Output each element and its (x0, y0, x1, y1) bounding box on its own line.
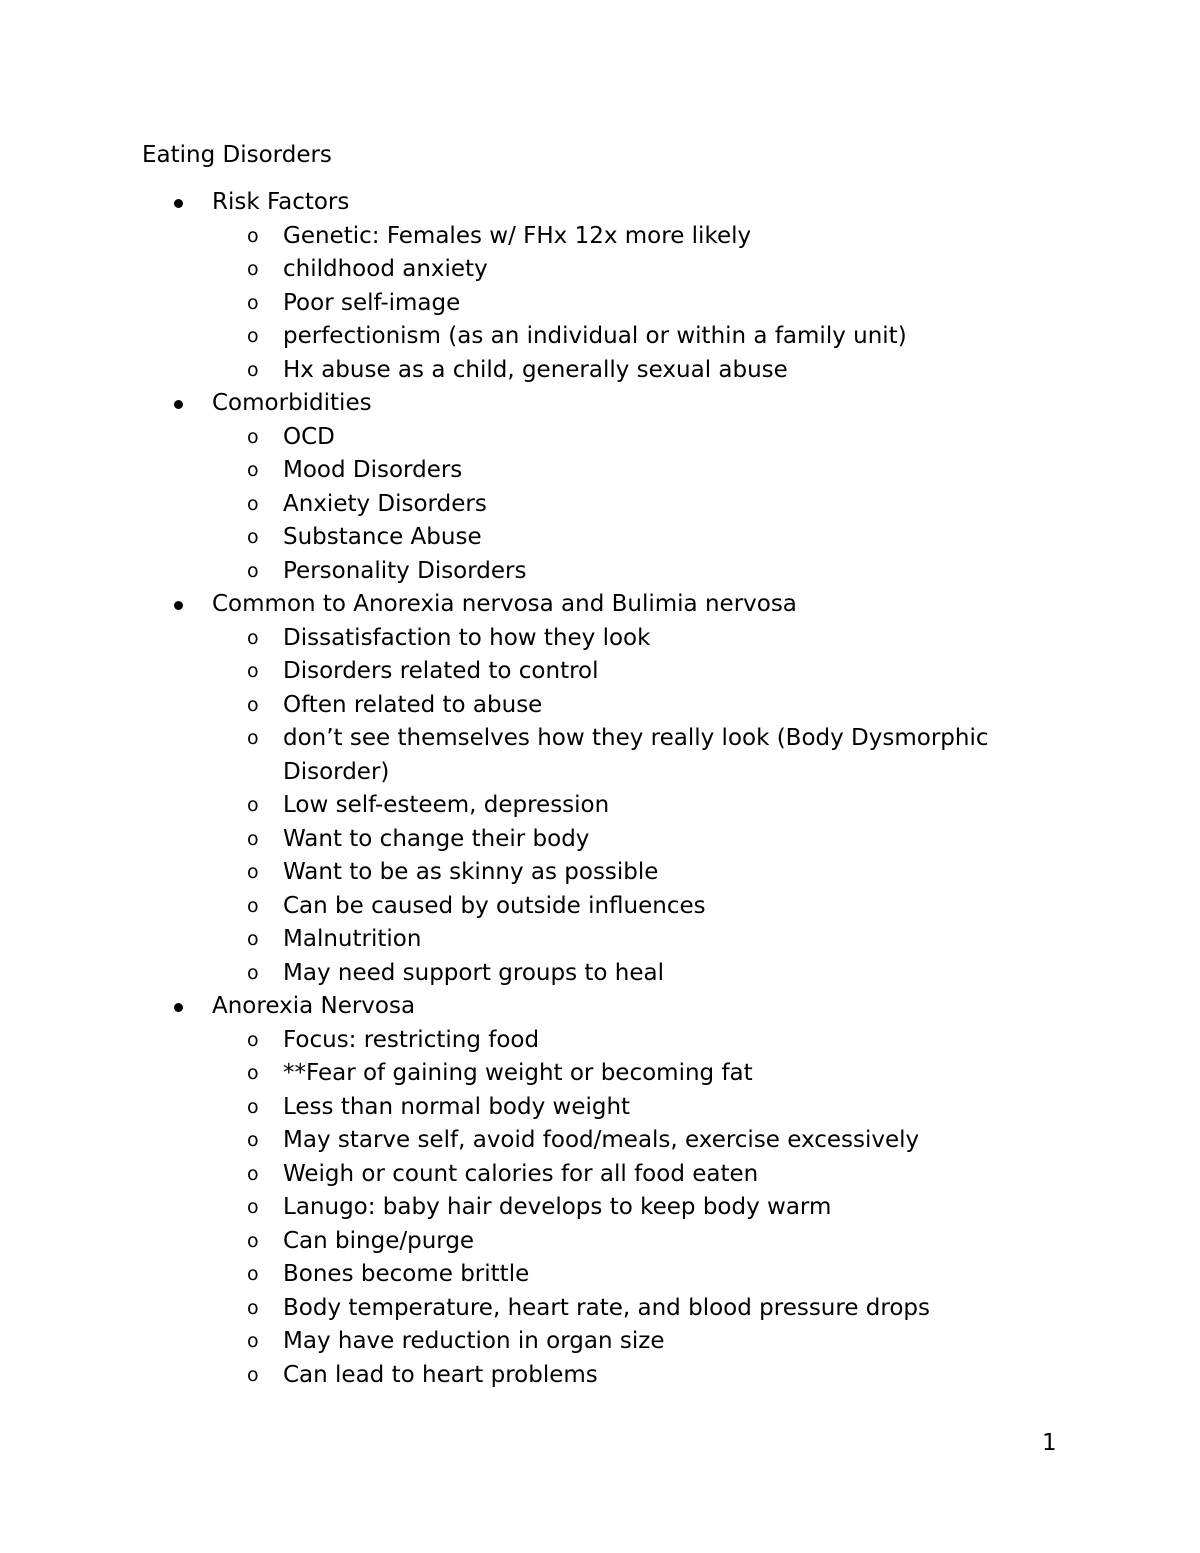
circle-bullet-icon: o (247, 425, 259, 448)
list-item (0, 923, 1200, 957)
list-item (0, 1258, 1200, 1292)
circle-bullet-icon: o (247, 559, 259, 582)
list-item (0, 555, 1200, 589)
list-item-text: Dissatisfaction to how they look (283, 624, 651, 651)
circle-bullet-icon: o (247, 1129, 259, 1151)
list-item-text: Poor self-image (283, 289, 461, 316)
list-item (0, 488, 1200, 522)
list-item-text: Personality Disorders (283, 557, 527, 584)
list-item-text: childhood anxiety (283, 256, 488, 282)
circle-bullet-icon: o (247, 660, 259, 682)
list-item-text: don’t see themselves how they really look (Body Dysmorphic Disorder) (283, 725, 989, 785)
list-item-text: Want to change their body (283, 825, 590, 852)
bullet-icon (174, 601, 183, 610)
list-item-text: Can binge/purge (283, 1227, 475, 1254)
section-heading-row (0, 990, 1200, 1024)
circle-bullet-icon: o (247, 291, 259, 314)
section-heading: Risk Factors (212, 189, 350, 215)
list-item-text: Want to be as skinny as possible (283, 859, 659, 885)
circle-bullet-icon: o (247, 492, 259, 515)
list-item (0, 722, 1200, 789)
circle-bullet-icon: o (247, 1028, 259, 1051)
circle-bullet-icon: o (247, 1330, 259, 1352)
list-item-text: Anxiety Disorders (283, 490, 487, 517)
list-item (0, 689, 1200, 723)
circle-bullet-icon: o (247, 794, 259, 816)
section-heading: Comorbidities (212, 390, 372, 416)
section-heading-row (0, 387, 1200, 421)
circle-bullet-icon: o (247, 459, 259, 481)
list-item (0, 1057, 1200, 1091)
circle-bullet-icon: o (247, 1162, 259, 1185)
list-item (0, 220, 1200, 254)
list-item-text: Less than normal body weight (283, 1093, 631, 1120)
circle-bullet-icon: o (247, 1095, 259, 1118)
list-item (0, 354, 1200, 388)
outline-section (0, 588, 1200, 990)
sub-list (0, 220, 1200, 388)
list-item (0, 320, 1200, 354)
sub-list (0, 1024, 1200, 1393)
list-item (0, 1225, 1200, 1259)
circle-bullet-icon: o (247, 224, 259, 247)
list-item (0, 253, 1200, 287)
circle-bullet-icon: o (247, 1296, 259, 1319)
circle-bullet-icon: o (247, 861, 259, 883)
list-item (0, 1091, 1200, 1125)
circle-bullet-icon: o (247, 727, 259, 749)
list-item (0, 823, 1200, 857)
circle-bullet-icon: o (247, 1363, 259, 1386)
section-heading: Common to Anorexia nervosa and Bulimia nervosa (212, 591, 797, 617)
circle-bullet-icon: o (247, 827, 259, 850)
outline-section (0, 990, 1200, 1392)
bullet-icon (174, 1003, 183, 1012)
list-item-text: Bones become brittle (283, 1261, 530, 1287)
section-heading-row (0, 186, 1200, 220)
list-item (0, 521, 1200, 555)
list-item (0, 1359, 1200, 1393)
page-title: Eating Disorders (142, 142, 332, 168)
circle-bullet-icon: o (247, 928, 259, 950)
list-item (0, 1124, 1200, 1158)
list-item-text: May have reduction in organ size (283, 1328, 665, 1354)
list-item (0, 957, 1200, 991)
circle-bullet-icon: o (247, 1229, 259, 1252)
bullet-icon (174, 400, 183, 409)
list-item (0, 287, 1200, 321)
list-item (0, 1024, 1200, 1058)
list-item-text: perfectionism (as an individual or within a family unit) (283, 323, 907, 349)
circle-bullet-icon: o (247, 1263, 259, 1285)
circle-bullet-icon: o (247, 1062, 259, 1084)
list-item-text: Hx abuse as a child, generally sexual abuse (283, 356, 788, 383)
circle-bullet-icon: o (247, 358, 259, 381)
circle-bullet-icon: o (247, 1196, 259, 1218)
circle-bullet-icon: o (247, 961, 259, 984)
list-item-text: Focus: restricting food (283, 1026, 540, 1053)
list-item-text: Malnutrition (283, 926, 422, 952)
bullet-icon (174, 199, 183, 208)
list-item (0, 622, 1200, 656)
list-item (0, 1191, 1200, 1225)
circle-bullet-icon: o (247, 325, 259, 347)
circle-bullet-icon: o (247, 258, 259, 280)
list-item-text: Often related to abuse (283, 691, 543, 718)
list-item-text: Disorders related to control (283, 658, 599, 684)
list-item-text: OCD (283, 423, 335, 450)
list-item-text: Lanugo: baby hair develops to keep body warm (283, 1194, 832, 1220)
list-item (0, 1325, 1200, 1359)
list-item-text: Genetic: Females w/ FHx 12x more likely (283, 222, 752, 249)
outline-section (0, 186, 1200, 387)
list-item-text: Can lead to heart problems (283, 1361, 598, 1388)
circle-bullet-icon: o (247, 526, 259, 548)
list-item (0, 856, 1200, 890)
list-item (0, 1292, 1200, 1326)
list-item-text: May need support groups to heal (283, 959, 664, 986)
section-heading-row (0, 588, 1200, 622)
list-item-text: Weigh or count calories for all food eaten (283, 1160, 759, 1187)
list-item-text: Can be caused by outside influences (283, 892, 706, 919)
list-item (0, 421, 1200, 455)
circle-bullet-icon: o (247, 693, 259, 716)
page-number: 1 (1042, 1430, 1057, 1456)
list-item-text: **Fear of gaining weight or becoming fat (283, 1060, 753, 1086)
list-item (0, 655, 1200, 689)
list-item (0, 789, 1200, 823)
circle-bullet-icon: o (247, 894, 259, 917)
list-item-text: May starve self, avoid food/meals, exercise excessively (283, 1127, 920, 1153)
list-item (0, 890, 1200, 924)
list-item (0, 454, 1200, 488)
list-item-text: Substance Abuse (283, 524, 482, 550)
section-heading: Anorexia Nervosa (212, 993, 416, 1019)
list-item-text: Low self-esteem, depression (283, 792, 610, 818)
sub-list (0, 421, 1200, 589)
list-item-text: Body temperature, heart rate, and blood pressure drops (283, 1294, 930, 1321)
sub-list (0, 622, 1200, 991)
outline-section (0, 387, 1200, 588)
circle-bullet-icon: o (247, 626, 259, 649)
outline-list (0, 186, 1200, 1392)
list-item-text: Mood Disorders (283, 457, 463, 483)
list-item (0, 1158, 1200, 1192)
